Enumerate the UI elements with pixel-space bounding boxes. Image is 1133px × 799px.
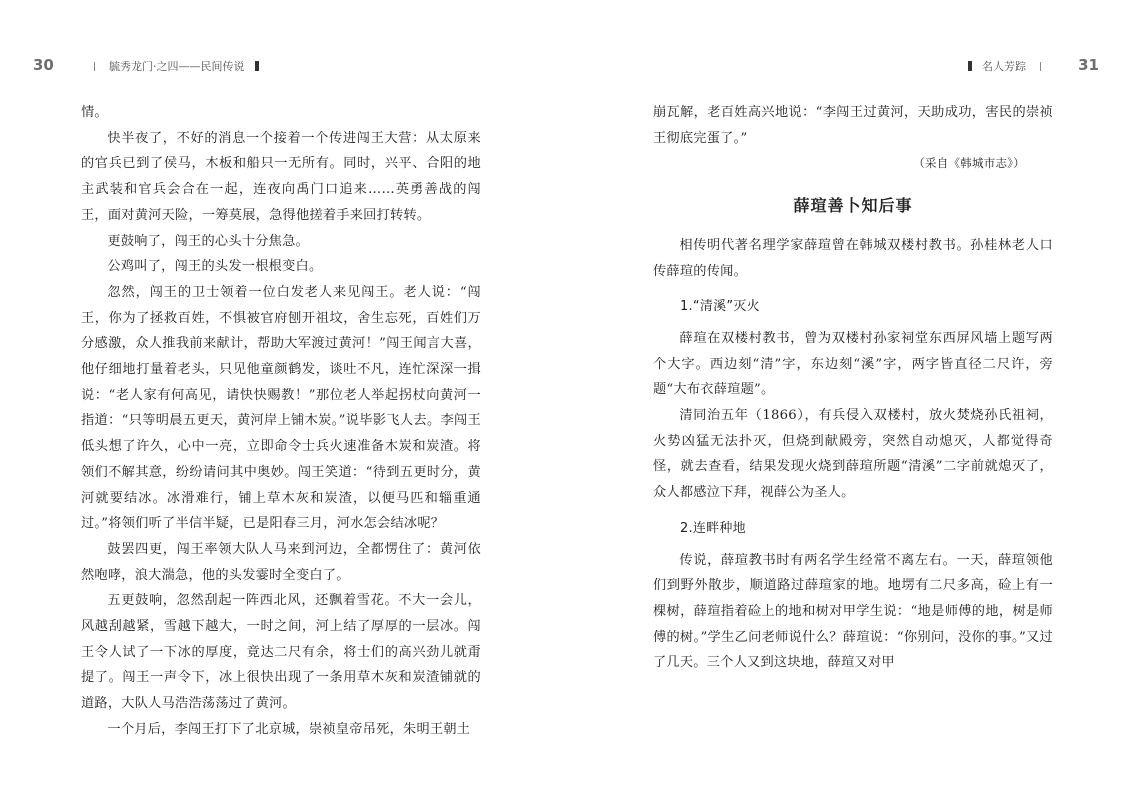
- divider: [1040, 62, 1041, 71]
- block-marker: [968, 61, 972, 71]
- paragraph: 鼓罢四更，闯王率领大队人马来到河边，全都愣住了：黄河依然咆哮，浪大湍急，他的头发霎时全变白了。: [81, 541, 481, 583]
- paragraph: 一个月后，李闯王打下了北京城，崇祯皇帝吊死，朱明王朝土: [107, 721, 471, 737]
- section-heading: 1.“清溪”灭火: [680, 299, 760, 315]
- paragraph: 崩瓦解，老百姓高兴地说：“李闯王过黄河，天助成功，害民的崇祯王彻底完蛋了。”: [653, 105, 1053, 146]
- left-page-number: 30: [33, 56, 54, 74]
- paragraph: 清同治五年（1866），有兵侵入双楼村，放火焚烧孙氏祖祠，火势凶猛无法扑灭，但烧到献殿旁，突然自动熄灭，人都觉得奇怪，就去查看，结果发现火烧到薛瑄所题“清溪”二字前就熄灭了，众人都感泣下拜，视薛公为圣人。: [653, 408, 1053, 501]
- block-marker: [255, 61, 259, 71]
- left-page-body: [81, 100, 481, 743]
- right-page-body: [653, 100, 1053, 676]
- paragraph: 传说，薛瑄教书时有两名学生经常不离左右。一天，薛瑄领他们到野外散步，顺道路过薛瑄家的地。地塄有二尺多高，硷上有一棵树，薛瑄指着硷上的地和树对甲学生说：“地是师傅的地，树是师傅的树。”学生乙问老师说什么？薛瑄说：“你别问，没你的事。”又过了几天。三个人又到这块地，薛瑄又对甲: [653, 552, 1053, 671]
- book-series-title: 毓秀龙门·之四——民间传说: [109, 60, 245, 73]
- chapter-title: 名人芳踪: [982, 60, 1026, 73]
- paragraph: 更鼓响了，闯王的心头十分焦急。: [107, 233, 309, 249]
- divider: [94, 62, 95, 71]
- paragraph: 相传明代著名理学家薛瑄曾在韩城双楼村教书。孙桂林老人口传薛瑄的传闻。: [653, 237, 1053, 279]
- story-title: 薛瑄善卜知后事: [793, 196, 913, 216]
- left-running-head: [80, 58, 269, 74]
- paragraph: 公鸡叫了，闯王的头发一根根变白。: [107, 259, 323, 275]
- right-page-number: 31: [1078, 56, 1099, 74]
- paragraph: 五更鼓响，忽然刮起一阵西北风，还飘着雪花。不大一会儿，风越刮越紧，雪越下越大，一时之间，河上结了厚厚的一层冰。闯王令人试了一下冰的厚度，竟达二尺有余，将士们的高兴劲儿就甭提了。闯王一声令下，冰上很快出现了一条用草木灰和炭渣铺就的道路，大队人马浩浩荡荡过了黄河。: [81, 593, 481, 712]
- paragraph: 快半夜了，不好的消息一个接着一个传进闯王大营：从太原来的官兵已到了侯马，木板和船只一无所有。同时，兴平、合阳的地主武装和官兵会合在一起，连夜向禹门口追来……英勇善战的闯王，面对黄河天险，一筹莫展，急得他搓着手来回打转转。: [81, 130, 481, 223]
- right-running-head: [958, 58, 1055, 74]
- paragraph: 情。: [81, 105, 108, 120]
- source-citation: （采自《韩城市志》）: [913, 156, 1025, 171]
- paragraph: 忽然，闯王的卫士领着一位白发老人来见闯王。老人说：“闯王，你为了拯救百姓，不惧被官府刨开祖坟，舍生忘死，百姓们万分感激，众人推我前来献计，帮助大军渡过黄河！”闯王闻言大喜，他仔细地打量着老头，只见他童颜鹤发，谈吐不凡，连忙深深一揖说：“老人家有何高见，请快快赐教！”那位老人举起拐杖向黄河一指道：“只等明晨五更天，黄河岸上铺木炭。”说毕影飞人去。李闯王低头想了许久，心中一亮，立即命令士兵火速准备木炭和炭渣。将领们不解其意，纷纷请问其中奥妙。闯王笑道：“待到五更时分，黄河就要结冰。冰滑难行，铺上草木灰和炭渣，以便马匹和辎重通过。”将领们听了半信半疑，已是阳春三月，河水怎会结冰呢？: [81, 284, 481, 532]
- paragraph: 薛瑄在双楼村教书，曾为双楼村孙家祠堂东西屏风墙上题写两个大字。西边刻“清”字，东边刻“溪”字，两字皆直径二尺许，旁题“大布衣薛瑄题”。: [653, 330, 1053, 398]
- section-heading: 2.连畔种地: [680, 520, 746, 536]
